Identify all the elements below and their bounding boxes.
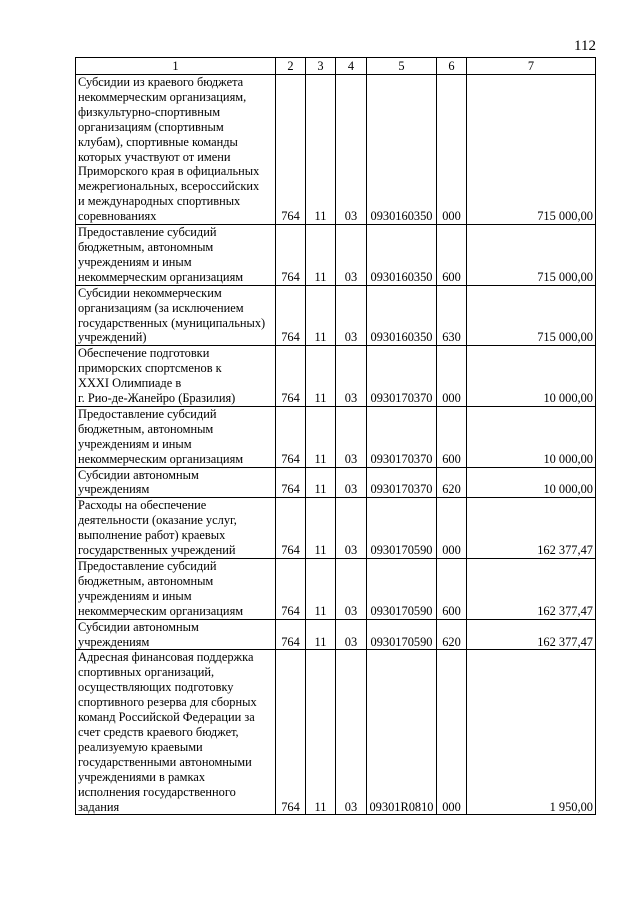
table-row: [76, 285, 596, 346]
amount-cell: 10 000,00: [467, 346, 596, 407]
column-header-6: 6: [437, 58, 467, 75]
ministry-code-cell: 764: [276, 225, 306, 286]
subsection-code-cell: 03: [336, 467, 367, 498]
expense-name-cell: [76, 498, 276, 559]
expense-type-cell: 000: [437, 346, 467, 407]
ministry-code-cell: 764: [276, 650, 306, 815]
expense-name-line: учреждениям: [78, 634, 150, 649]
expense-name-line: бюджетным, автономным: [78, 421, 214, 436]
expense-name-line: некоммерческим организациям: [78, 451, 244, 466]
section-code-cell: 11: [306, 467, 336, 498]
target-article-cell: 0930170370: [367, 467, 437, 498]
expense-name-line: некоммерческим организациям: [78, 269, 244, 284]
section-code-cell: 11: [306, 650, 336, 815]
target-article-cell: 0930170370: [367, 406, 437, 467]
target-article-cell: 0930160350: [367, 75, 437, 225]
target-article-cell: 0930160350: [367, 285, 437, 346]
expense-name-line: счет средств краевого бюджет,: [78, 724, 239, 739]
expense-name-line: некоммерческим организациям: [78, 603, 244, 618]
column-header-1: 1: [76, 58, 276, 75]
expense-name-line: приморских спортсменов к: [78, 361, 222, 376]
subsection-code-cell: 03: [336, 498, 367, 559]
ministry-code-cell: 764: [276, 346, 306, 407]
subsection-code-cell: 03: [336, 650, 367, 815]
expense-name-cell: [76, 346, 276, 407]
amount-cell: 715 000,00: [467, 75, 596, 225]
expense-name-cell: [76, 285, 276, 346]
expense-name-line: организациям (за исключением: [78, 300, 244, 315]
expense-name-line: Предоставление субсидий: [78, 406, 217, 421]
expense-name-line: спортивного резерва для сборных: [78, 695, 257, 710]
column-header-5: 5: [367, 58, 437, 75]
expense-type-cell: 600: [437, 406, 467, 467]
expense-name-line: исполнения государственного: [78, 784, 236, 799]
target-article-cell: 0930170370: [367, 346, 437, 407]
expense-name-line: учреждениям и иным: [78, 254, 192, 269]
column-header-3: 3: [306, 58, 336, 75]
expense-name-line: осуществляющих подготовку: [78, 680, 234, 695]
subsection-code-cell: 03: [336, 346, 367, 407]
table-row: [76, 498, 596, 559]
table-row: [76, 619, 596, 650]
expense-name-line: реализуемую краевыми: [78, 739, 203, 754]
expense-name-line: Субсидии некоммерческим: [78, 285, 222, 300]
section-code-cell: 11: [306, 498, 336, 559]
section-code-cell: 11: [306, 225, 336, 286]
section-code-cell: 11: [306, 285, 336, 346]
expense-name-line: соревнованиях: [78, 209, 157, 224]
expense-name-line: Приморского края в официальных: [78, 164, 260, 179]
expense-name-cell: [76, 467, 276, 498]
expense-name-line: которых участвуют от имени: [78, 149, 231, 164]
expense-name-line: Расходы на обеспечение: [78, 498, 207, 513]
column-header-7: 7: [467, 58, 596, 75]
amount-cell: 162 377,47: [467, 559, 596, 620]
expense-name-line: Субсидии из краевого бюджета: [78, 75, 244, 89]
expense-name-line: Субсидии автономным: [78, 619, 199, 634]
expense-name-cell: [76, 559, 276, 620]
subsection-code-cell: 03: [336, 619, 367, 650]
expense-name-line: физкультурно-спортивным: [78, 104, 221, 119]
expense-name-line: некоммерческим организациям,: [78, 89, 247, 104]
expense-name-line: организациям (спортивным: [78, 119, 224, 134]
table-row: [76, 225, 596, 286]
amount-cell: 715 000,00: [467, 285, 596, 346]
expense-name-line: задания: [78, 799, 120, 814]
expense-name-line: Предоставление субсидий: [78, 559, 217, 573]
expense-name-line: межрегиональных, всероссийских: [78, 179, 260, 194]
expense-name-line: учреждений): [78, 330, 147, 345]
expense-type-cell: 000: [437, 75, 467, 225]
column-header-4: 4: [336, 58, 367, 75]
table-row: [76, 650, 596, 815]
amount-cell: 1 950,00: [467, 650, 596, 815]
ministry-code-cell: 764: [276, 619, 306, 650]
ministry-code-cell: 764: [276, 559, 306, 620]
expense-name-cell: [76, 650, 276, 815]
expense-name-line: Обеспечение подготовки: [78, 346, 210, 361]
expense-name-line: учреждениям: [78, 482, 150, 497]
expense-type-cell: 600: [437, 559, 467, 620]
expense-name-line: деятельности (оказание услуг,: [78, 513, 237, 528]
expense-type-cell: 600: [437, 225, 467, 286]
expense-name-cell: [76, 619, 276, 650]
ministry-code-cell: 764: [276, 498, 306, 559]
expense-type-cell: 630: [437, 285, 467, 346]
subsection-code-cell: 03: [336, 225, 367, 286]
section-code-cell: 11: [306, 559, 336, 620]
amount-cell: 10 000,00: [467, 467, 596, 498]
expense-name-cell: [76, 75, 276, 225]
table-header-row: [76, 58, 596, 75]
ministry-code-cell: 764: [276, 406, 306, 467]
expense-name-line: учреждениям и иным: [78, 588, 192, 603]
table-row: [76, 406, 596, 467]
expense-name-line: бюджетным, автономным: [78, 573, 214, 588]
target-article-cell: 0930160350: [367, 225, 437, 286]
ministry-code-cell: 764: [276, 285, 306, 346]
amount-cell: 10 000,00: [467, 406, 596, 467]
expense-name-cell: [76, 406, 276, 467]
table-row: [76, 559, 596, 620]
expense-name-line: команд Российской Федерации за: [78, 710, 255, 725]
ministry-code-cell: 764: [276, 467, 306, 498]
expense-name-line: XXXI Олимпиаде в: [78, 376, 182, 391]
subsection-code-cell: 03: [336, 406, 367, 467]
expense-name-line: Субсидии автономным: [78, 467, 199, 482]
expense-name-line: бюджетным, автономным: [78, 239, 214, 254]
expense-name-line: и международных спортивных: [78, 194, 241, 209]
page-number: 112: [574, 38, 596, 54]
section-code-cell: 11: [306, 75, 336, 225]
amount-cell: 162 377,47: [467, 619, 596, 650]
target-article-cell: 09301R0810: [367, 650, 437, 815]
expense-name-line: спортивных организаций,: [78, 665, 215, 680]
expense-name-line: Предоставление субсидий: [78, 225, 217, 240]
expense-name-line: клубам), спортивные команды: [78, 134, 238, 149]
section-code-cell: 11: [306, 406, 336, 467]
table-row: [76, 75, 596, 225]
section-code-cell: 11: [306, 346, 336, 407]
amount-cell: 162 377,47: [467, 498, 596, 559]
target-article-cell: 0930170590: [367, 498, 437, 559]
subsection-code-cell: 03: [336, 285, 367, 346]
amount-cell: 715 000,00: [467, 225, 596, 286]
expense-type-cell: 620: [437, 619, 467, 650]
table-row: [76, 467, 596, 498]
expense-name-line: государственными автономными: [78, 754, 252, 769]
expense-name-line: Адресная финансовая поддержка: [78, 650, 254, 665]
expense-name-line: государственных учреждений: [78, 543, 236, 558]
section-code-cell: 11: [306, 619, 336, 650]
expense-type-cell: 000: [437, 498, 467, 559]
target-article-cell: 0930170590: [367, 559, 437, 620]
expense-name-line: учреждениями в рамках: [78, 769, 206, 784]
expense-name-line: государственных (муниципальных): [78, 315, 266, 330]
expense-type-cell: 620: [437, 467, 467, 498]
subsection-code-cell: 03: [336, 75, 367, 225]
target-article-cell: 0930170590: [367, 619, 437, 650]
column-header-2: 2: [276, 58, 306, 75]
expense-name-line: выполнение работ) краевых: [78, 528, 226, 543]
expense-name-cell: [76, 225, 276, 286]
expense-type-cell: 000: [437, 650, 467, 815]
ministry-code-cell: 764: [276, 75, 306, 225]
expense-name-line: учреждениям и иным: [78, 436, 192, 451]
expense-name-line: г. Рио-де-Жанейро (Бразилия): [78, 391, 236, 406]
table-row: [76, 346, 596, 407]
subsection-code-cell: 03: [336, 559, 367, 620]
budget-table: [75, 57, 596, 815]
